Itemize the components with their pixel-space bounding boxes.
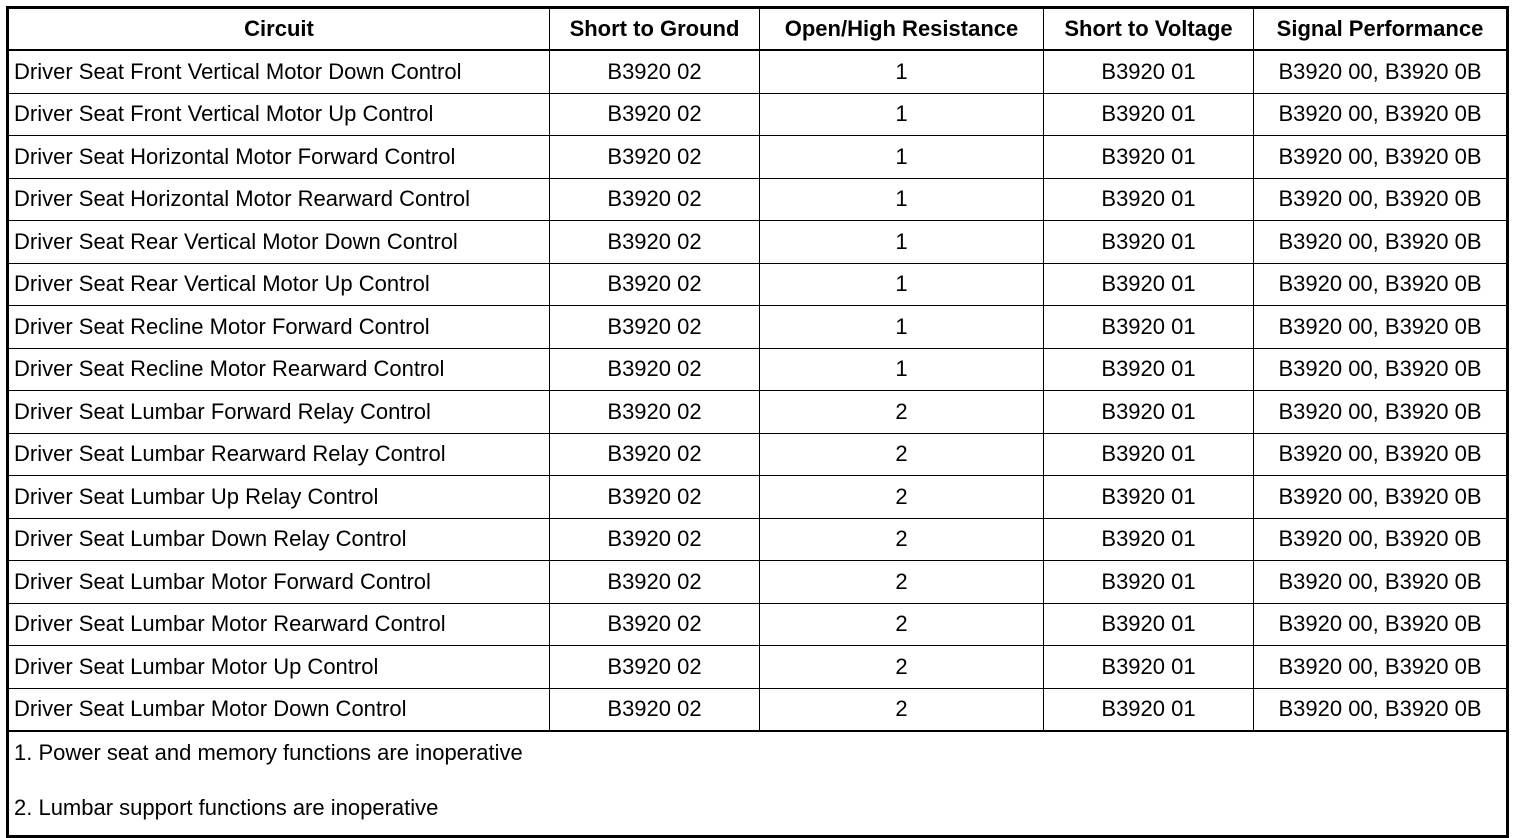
cell-short-to-voltage: B3920 01 <box>1044 306 1254 349</box>
cell-circuit: Driver Seat Front Vertical Motor Up Control <box>8 93 550 136</box>
cell-short-to-ground: B3920 02 <box>550 476 760 519</box>
cell-circuit: Driver Seat Lumbar Up Relay Control <box>8 476 550 519</box>
header-circuit: Circuit <box>8 8 550 51</box>
cell-short-to-ground: B3920 02 <box>550 561 760 604</box>
cell-short-to-voltage: B3920 01 <box>1044 93 1254 136</box>
cell-short-to-ground: B3920 02 <box>550 646 760 689</box>
table-row <box>8 306 1508 349</box>
cell-short-to-voltage: B3920 01 <box>1044 178 1254 221</box>
table-row <box>8 263 1508 306</box>
notes-row <box>8 731 1508 837</box>
notes-cell <box>8 731 1508 837</box>
table-row <box>8 476 1508 519</box>
cell-signal-performance: B3920 00, B3920 0B <box>1254 688 1508 731</box>
note-2: 2. Lumbar support functions are inoperative <box>14 795 439 820</box>
table-row <box>8 50 1508 93</box>
cell-open-high-resistance: 2 <box>760 476 1044 519</box>
cell-open-high-resistance: 1 <box>760 263 1044 306</box>
cell-signal-performance: B3920 00, B3920 0B <box>1254 178 1508 221</box>
cell-signal-performance: B3920 00, B3920 0B <box>1254 518 1508 561</box>
cell-short-to-ground: B3920 02 <box>550 433 760 476</box>
table-row <box>8 603 1508 646</box>
cell-open-high-resistance: 1 <box>760 306 1044 349</box>
cell-signal-performance: B3920 00, B3920 0B <box>1254 50 1508 93</box>
cell-short-to-voltage: B3920 01 <box>1044 391 1254 434</box>
cell-open-high-resistance: 2 <box>760 433 1044 476</box>
cell-short-to-voltage: B3920 01 <box>1044 518 1254 561</box>
cell-short-to-voltage: B3920 01 <box>1044 433 1254 476</box>
cell-short-to-voltage: B3920 01 <box>1044 263 1254 306</box>
cell-circuit: Driver Seat Lumbar Motor Down Control <box>8 688 550 731</box>
cell-signal-performance: B3920 00, B3920 0B <box>1254 221 1508 264</box>
table-row <box>8 433 1508 476</box>
cell-short-to-voltage: B3920 01 <box>1044 646 1254 689</box>
cell-circuit: Driver Seat Horizontal Motor Rearward Control <box>8 178 550 221</box>
cell-open-high-resistance: 1 <box>760 221 1044 264</box>
cell-circuit: Driver Seat Lumbar Motor Up Control <box>8 646 550 689</box>
header-short-to-ground: Short to Ground <box>550 8 760 51</box>
table-row <box>8 518 1508 561</box>
table-row <box>8 221 1508 264</box>
cell-open-high-resistance: 1 <box>760 136 1044 179</box>
cell-short-to-ground: B3920 02 <box>550 306 760 349</box>
table-body <box>8 50 1508 837</box>
cell-short-to-voltage: B3920 01 <box>1044 603 1254 646</box>
table-row <box>8 178 1508 221</box>
cell-open-high-resistance: 1 <box>760 93 1044 136</box>
cell-signal-performance: B3920 00, B3920 0B <box>1254 348 1508 391</box>
cell-short-to-voltage: B3920 01 <box>1044 136 1254 179</box>
table-row <box>8 93 1508 136</box>
cell-signal-performance: B3920 00, B3920 0B <box>1254 93 1508 136</box>
cell-short-to-voltage: B3920 01 <box>1044 221 1254 264</box>
note-1: 1. Power seat and memory functions are inoperative <box>14 740 523 765</box>
cell-open-high-resistance: 1 <box>760 50 1044 93</box>
cell-short-to-ground: B3920 02 <box>550 136 760 179</box>
cell-open-high-resistance: 2 <box>760 603 1044 646</box>
cell-open-high-resistance: 2 <box>760 518 1044 561</box>
cell-open-high-resistance: 1 <box>760 178 1044 221</box>
cell-circuit: Driver Seat Lumbar Rearward Relay Control <box>8 433 550 476</box>
cell-circuit: Driver Seat Rear Vertical Motor Up Control <box>8 263 550 306</box>
cell-short-to-ground: B3920 02 <box>550 50 760 93</box>
table-row <box>8 136 1508 179</box>
cell-circuit: Driver Seat Horizontal Motor Forward Control <box>8 136 550 179</box>
cell-short-to-voltage: B3920 01 <box>1044 476 1254 519</box>
cell-short-to-ground: B3920 02 <box>550 93 760 136</box>
table-row <box>8 646 1508 689</box>
cell-open-high-resistance: 2 <box>760 646 1044 689</box>
cell-circuit: Driver Seat Recline Motor Rearward Control <box>8 348 550 391</box>
cell-signal-performance: B3920 00, B3920 0B <box>1254 136 1508 179</box>
cell-open-high-resistance: 2 <box>760 391 1044 434</box>
cell-signal-performance: B3920 00, B3920 0B <box>1254 646 1508 689</box>
cell-signal-performance: B3920 00, B3920 0B <box>1254 433 1508 476</box>
cell-signal-performance: B3920 00, B3920 0B <box>1254 476 1508 519</box>
cell-signal-performance: B3920 00, B3920 0B <box>1254 306 1508 349</box>
cell-circuit: Driver Seat Lumbar Down Relay Control <box>8 518 550 561</box>
cell-short-to-voltage: B3920 01 <box>1044 348 1254 391</box>
dtc-circuit-table <box>6 6 1509 838</box>
cell-short-to-voltage: B3920 01 <box>1044 561 1254 604</box>
cell-signal-performance: B3920 00, B3920 0B <box>1254 263 1508 306</box>
header-short-to-voltage: Short to Voltage <box>1044 8 1254 51</box>
cell-short-to-ground: B3920 02 <box>550 178 760 221</box>
cell-short-to-voltage: B3920 01 <box>1044 50 1254 93</box>
cell-short-to-ground: B3920 02 <box>550 518 760 561</box>
cell-open-high-resistance: 2 <box>760 688 1044 731</box>
cell-open-high-resistance: 1 <box>760 348 1044 391</box>
cell-circuit: Driver Seat Rear Vertical Motor Down Control <box>8 221 550 264</box>
cell-circuit: Driver Seat Lumbar Motor Rearward Control <box>8 603 550 646</box>
cell-short-to-ground: B3920 02 <box>550 263 760 306</box>
table-row <box>8 391 1508 434</box>
cell-signal-performance: B3920 00, B3920 0B <box>1254 391 1508 434</box>
header-open-high-resistance: Open/High Resistance <box>760 8 1044 51</box>
cell-open-high-resistance: 2 <box>760 561 1044 604</box>
header-signal-performance: Signal Performance <box>1254 8 1508 51</box>
table-row <box>8 561 1508 604</box>
cell-signal-performance: B3920 00, B3920 0B <box>1254 561 1508 604</box>
cell-circuit: Driver Seat Lumbar Forward Relay Control <box>8 391 550 434</box>
cell-short-to-ground: B3920 02 <box>550 348 760 391</box>
cell-circuit: Driver Seat Recline Motor Forward Control <box>8 306 550 349</box>
cell-short-to-ground: B3920 02 <box>550 221 760 264</box>
table-row <box>8 688 1508 731</box>
header-row <box>8 8 1508 51</box>
cell-signal-performance: B3920 00, B3920 0B <box>1254 603 1508 646</box>
table-header <box>8 8 1508 51</box>
cell-short-to-ground: B3920 02 <box>550 688 760 731</box>
cell-circuit: Driver Seat Lumbar Motor Forward Control <box>8 561 550 604</box>
cell-short-to-ground: B3920 02 <box>550 603 760 646</box>
table-row <box>8 348 1508 391</box>
cell-short-to-ground: B3920 02 <box>550 391 760 434</box>
cell-circuit: Driver Seat Front Vertical Motor Down Control <box>8 50 550 93</box>
cell-short-to-voltage: B3920 01 <box>1044 688 1254 731</box>
